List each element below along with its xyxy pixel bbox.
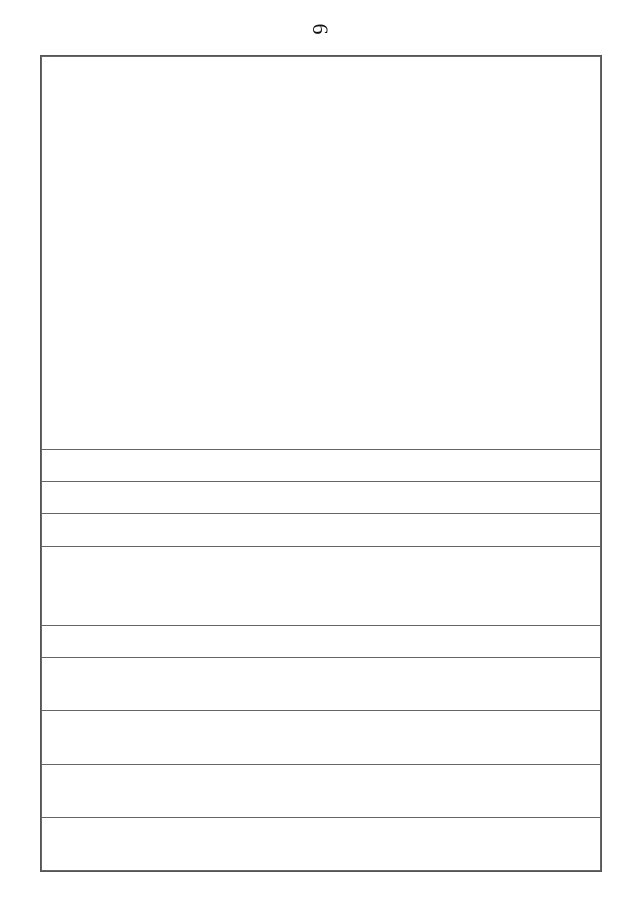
table-cell <box>42 546 601 625</box>
table-body <box>42 57 601 871</box>
budget-table-rotated <box>40 55 602 872</box>
table-cell <box>42 449 601 481</box>
table-cell <box>42 57 601 450</box>
table-cell <box>42 625 601 657</box>
table-row <box>42 57 601 871</box>
budget-table <box>41 56 601 871</box>
table-cell <box>42 711 601 764</box>
table-cell <box>42 764 601 817</box>
table-cell <box>42 481 601 513</box>
table-cell <box>42 817 601 870</box>
table-cell <box>42 514 601 546</box>
page-number: 6 <box>308 23 333 35</box>
budget-table-wrapper <box>41 56 601 871</box>
table-cell <box>42 658 601 711</box>
